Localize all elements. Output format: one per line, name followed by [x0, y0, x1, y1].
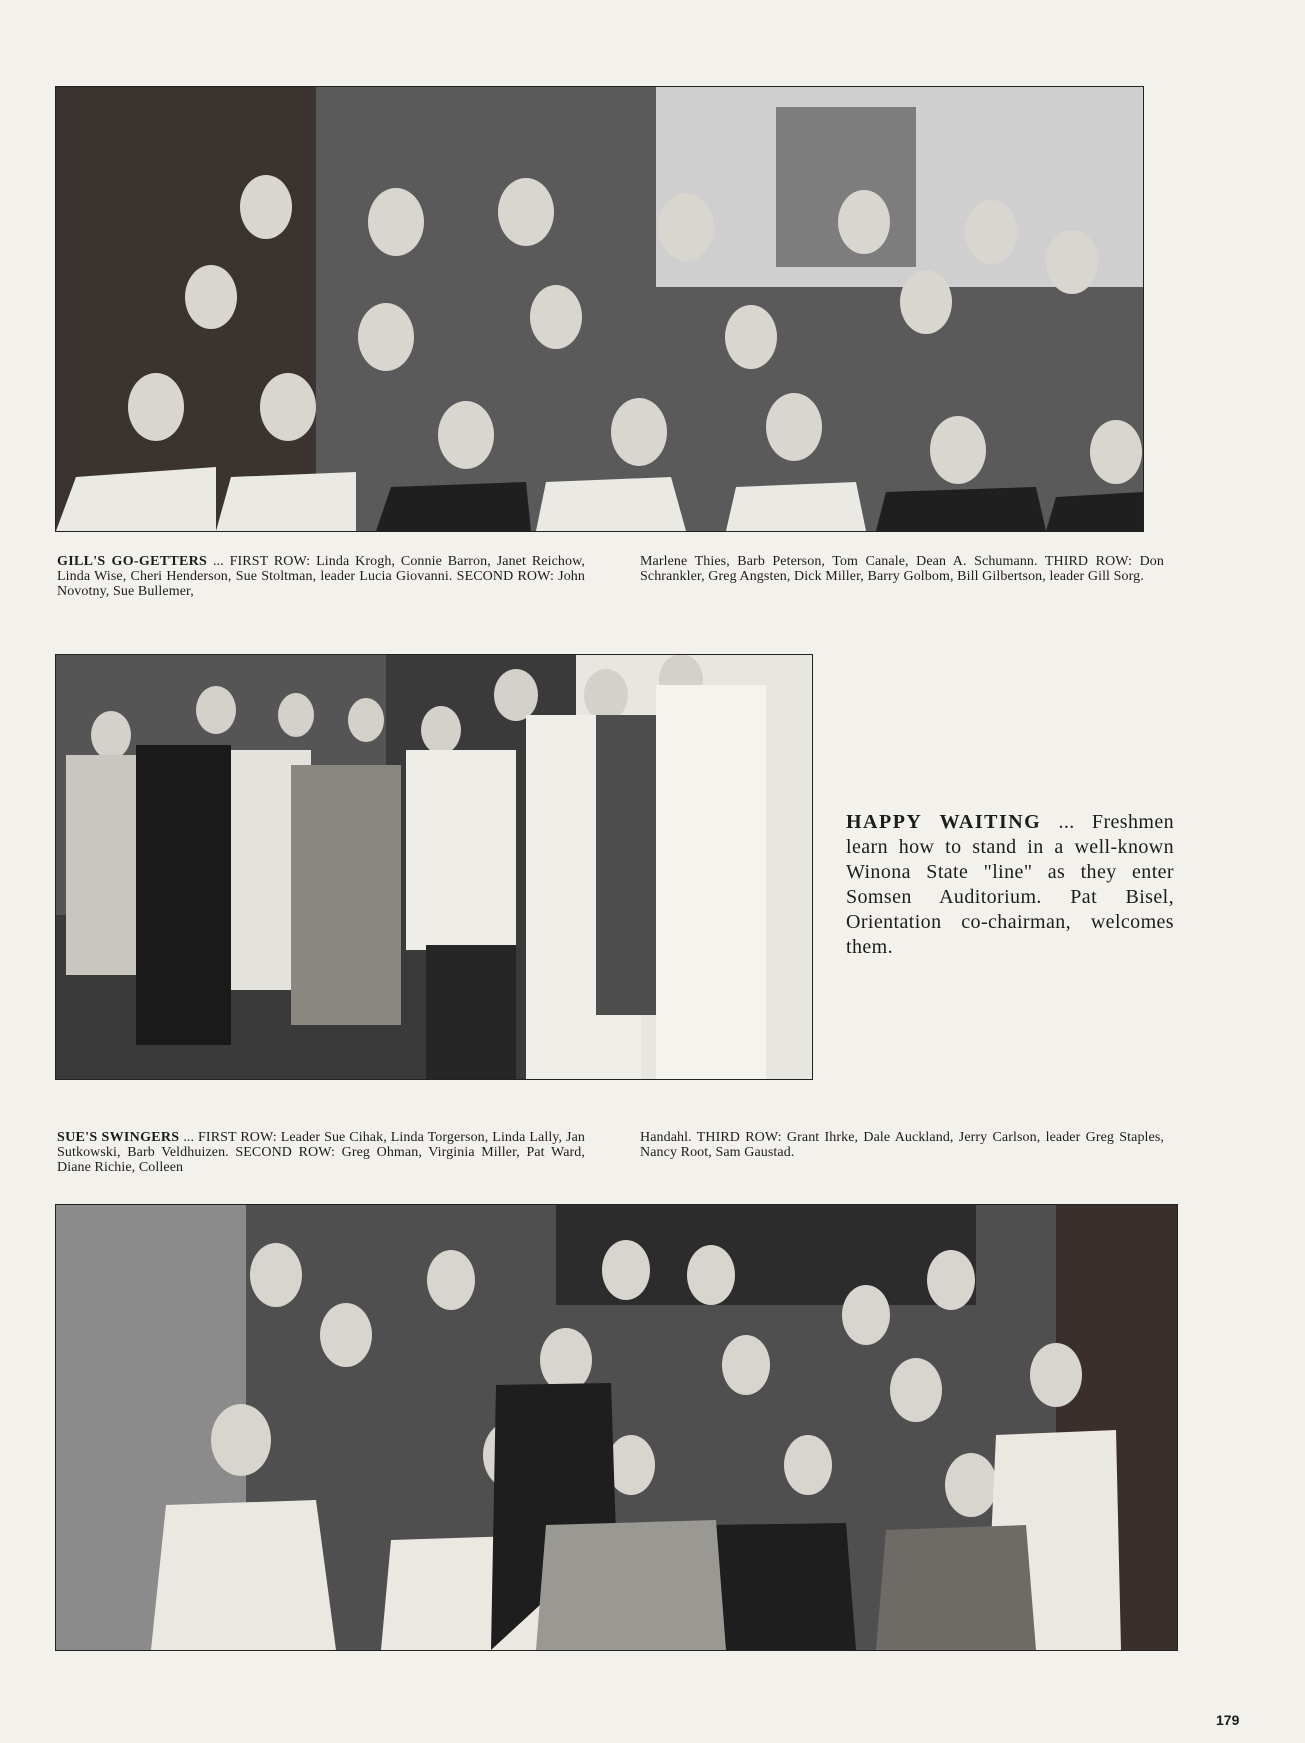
- photo3-caption-left: [57, 1130, 585, 1175]
- photo3-caption-lead: SUE'S SWINGERS: [57, 1130, 180, 1145]
- photo2-caption-lead: HAPPY WAITING: [846, 811, 1042, 833]
- photo2-caption: [846, 810, 1174, 960]
- photo1-caption-lead: GILL'S GO-GETTERS: [57, 554, 208, 569]
- photo1-caption-right: [640, 554, 1164, 584]
- photo3-caption-right: [640, 1130, 1164, 1160]
- photo3-caption-text: ... FIRST ROW: Leader Sue Cihak, Linda Torgerson, Linda Lally, Jan Sutkowski, Barb Veldhuizen. SECOND ROW: Greg Ohman, Virginia Miller, Pat Ward, Diane Richie, Colleen: [57, 1130, 585, 1175]
- photo-happy-waiting: [55, 654, 813, 1080]
- photo3-caption-continued: Handahl. THIRD ROW: Grant Ihrke, Dale Auckland, Jerry Carlson, leader Greg Staples, Nancy Root, Sam Gaustad.: [640, 1130, 1164, 1160]
- page-number: 179: [1216, 1712, 1240, 1728]
- photo1-caption-text: ... FIRST ROW: Linda Krogh, Connie Barron, Janet Reichow, Linda Wise, Cheri Henderson, Sue Stoltman, leader Lucia Giovanni. SECOND ROW: John Novotny, Sue Bullemer,: [57, 554, 585, 599]
- photo1-caption-continued: Marlene Thies, Barb Peterson, Tom Canale, Dean A. Schumann. THIRD ROW: Don Schrankler, Greg Angsten, Dick Miller, Barry Golbom, Bill Gilbertson, leader Gill Sorg.: [640, 554, 1164, 584]
- group-photo-gills-go-getters: [55, 86, 1144, 532]
- group-photo-sues-swingers: [55, 1204, 1178, 1651]
- photo1-caption-left: [57, 554, 585, 599]
- photo2-caption-text: ... Freshmen learn how to stand in a well-known Winona State "line" as they enter Somsen Auditorium. Pat Bisel, Orientation co-chairman, welcomes them.: [846, 811, 1174, 958]
